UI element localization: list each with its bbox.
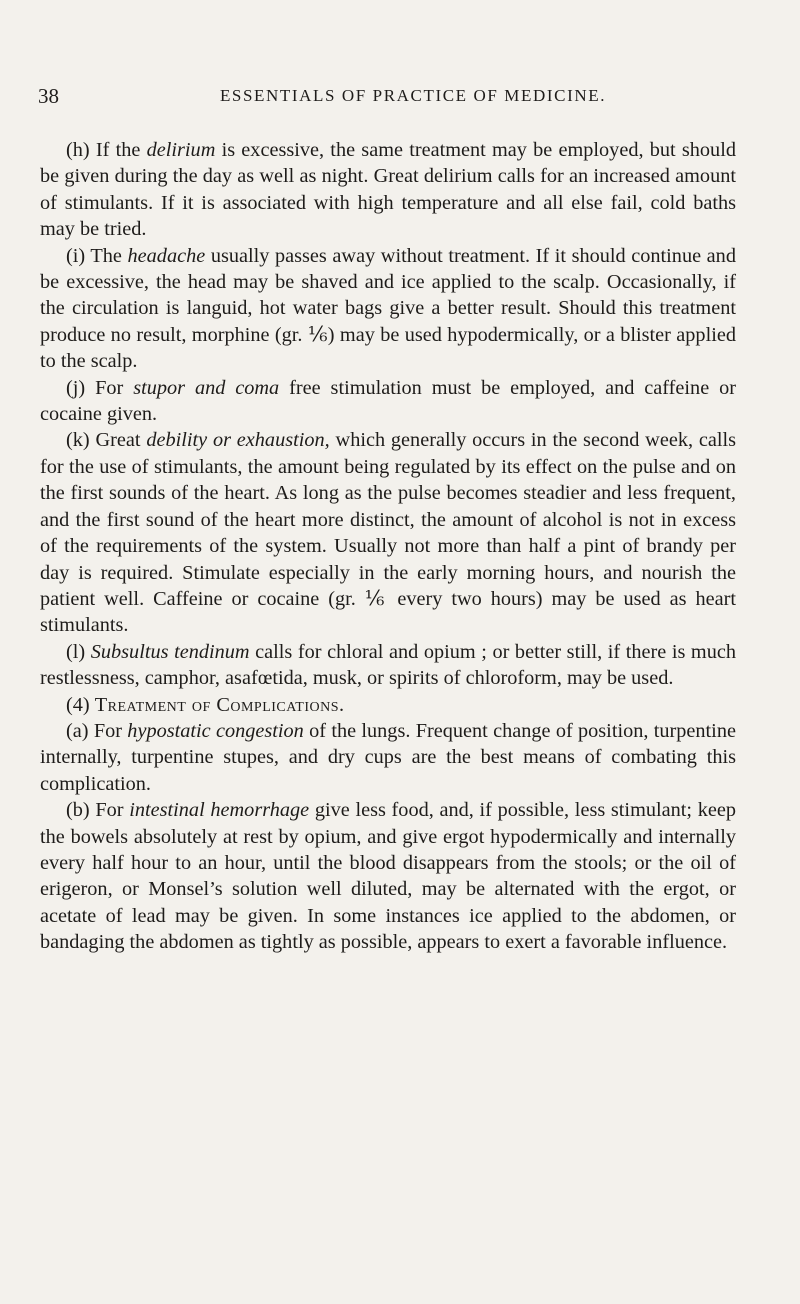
paragraph-text: free stimulation must be employed, and caffeine or cocaine given.	[40, 376, 736, 426]
paragraph-k	[40, 427, 736, 638]
section-number: (4)	[66, 693, 90, 716]
paragraph-lead: Great	[95, 429, 141, 452]
running-title: ESSENTIALS OF PRACTICE OF MEDICINE.	[219, 86, 607, 105]
paragraph-i	[40, 243, 736, 375]
paragraph-term: headache	[127, 244, 206, 267]
paragraph-lead: If the	[95, 139, 141, 161]
paragraph-term: stupor and coma	[133, 376, 280, 399]
paragraph-marker: (a)	[66, 719, 89, 742]
paragraph-j	[40, 375, 736, 428]
section-heading-complications	[40, 692, 736, 718]
paragraph-text: which generally occurs in the second week, calls for the use of stimulants, the amount being regulated by its effect on the pulse and on the first sounds of the heart. As long as the pulse becomes steadier and less frequent, and the first sound of the heart more distinct, the amount of alcohol is not in excess of the requirements of the system. Usually not more than half a pint of brandy per day is required. Stimulate especially in the early morning hours, and nourish the patient well. Caffeine or cocaine (gr. ⅙ every two hours) may be used as heart stimulants.	[40, 429, 737, 637]
paragraph-marker: (h)	[66, 139, 90, 161]
paragraph-text: calls for chloral and opium ; or better still, if there is much restlessness, camphor, asafœtida, musk, or spirits of chloroform, may be used.	[40, 640, 736, 690]
paragraph-marker: (j)	[66, 376, 86, 399]
section-title: Treatment of Complications.	[94, 693, 345, 716]
paragraph-term: hypostatic congestion	[127, 719, 304, 742]
page-header	[38, 84, 738, 114]
paragraph-text: of the lungs. Frequent change of position, turpentine internally, turpentine stupes, and dry cups are the best means of combating this complication.	[40, 719, 736, 795]
paragraph-text: give less food, and, if possible, less stimulant; keep the bowels absolutely at rest by opium, and give ergot hypodermically and internally every half hour to an hour, until the blood disappears from the stools; or the oil of erigeron, or Monsel’s solution well diluted, may be alternated with the ergot, or acetate of lead may be given. In some instances ice applied to the abdomen, or bandaging the abdomen as tightly as possible, appears to exert a favorable influence.	[40, 799, 736, 954]
paragraph-term: Subsultus tendinum	[90, 640, 250, 663]
page-body	[40, 137, 736, 956]
paragraph-marker: (b)	[66, 799, 90, 822]
paragraph-l	[40, 639, 736, 692]
paragraph-lead: For	[95, 799, 124, 822]
paragraph-b	[40, 797, 736, 955]
paragraph-a	[40, 718, 736, 797]
paragraph-term: delirium	[146, 139, 216, 161]
paragraph-term: debility or exhaustion,	[146, 429, 330, 452]
paragraph-marker: (i)	[66, 244, 86, 267]
paragraph-h	[40, 137, 736, 243]
paragraph-lead: For	[95, 376, 124, 399]
paragraph-term: intestinal hemorrhage	[129, 799, 310, 822]
paragraph-text: is excessive, the same treatment may be employed, but should be given during the day as well as night. Great delirium calls for an increased amount of stimulants. If it is associated with high temperature and all else fail, cold baths may be tried.	[40, 139, 736, 241]
paragraph-marker: (k)	[66, 429, 90, 452]
page-number: 38	[38, 84, 59, 108]
paragraph-lead: For	[93, 719, 122, 742]
paragraph-lead: The	[90, 244, 122, 267]
paragraph-marker: (l)	[66, 640, 86, 663]
paragraph-text: usually passes away without treatment. If it should continue and be excessive, the head may be shaved and ice applied to the scalp. Occasionally, if the circulation is languid, hot water bags give a better result. Should this treatment produce no result, morphine (gr. ⅙) may be used hypodermically, or a blister applied to the scalp.	[40, 244, 736, 373]
